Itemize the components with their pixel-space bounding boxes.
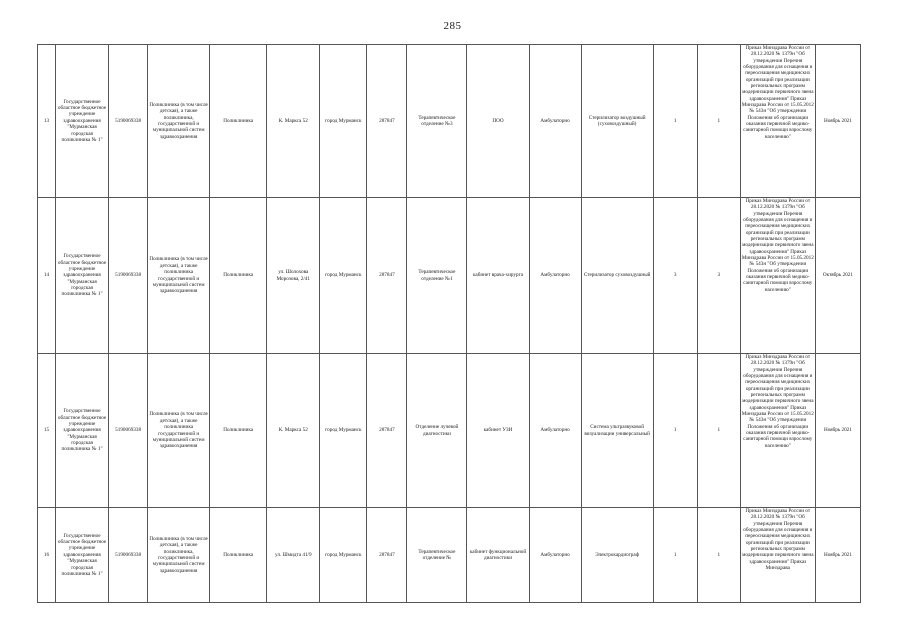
care-type: Амбулаторно [529,198,581,354]
address: К. Маркса 52 [267,354,320,508]
equipment: Электрокардиограф [581,508,653,603]
row-number: 16 [38,508,56,603]
row-number: 14 [38,198,56,354]
page-number: 285 [443,20,462,32]
legal-basis: Приказ Минздрава России от 28.12.2020 № 1379н "Об утверждении Перечня оборудования для оснащения и переоснащения медицинских организаций при реализации региональных программ модернизации первичного звена здравоохранения" Приказ Минздрава России от 15.05.2012 № 543н "Об утверждении Положения об организации оказания первичной медико-санитарной помощи взрослому населению" [740,354,815,508]
quantity-fact: 3 [697,198,740,354]
care-setting: Поликлиника (в том числе детская), а также поликлиника государственной и муниципальной систем здравоохранения [148,354,210,508]
quantity-plan: 1 [653,45,697,198]
room: кабинет врача-хирурга [467,198,529,354]
quantity-plan: 1 [653,508,697,603]
equipment-table [37,44,861,603]
inn: 5190069338 [109,508,148,603]
table-row [38,508,861,603]
unit-type: Поликлиника [210,45,267,198]
delivery-date: Ноябрь 2021 [815,354,860,508]
delivery-date: Ноябрь 2021 [815,508,860,603]
city: город Мурманск [320,198,367,354]
city: город Мурманск [320,354,367,508]
organization-name: Государственное областное бюджетное учреждение здравоохранения "Мурманская городская поликлиника № 1" [56,198,109,354]
table-row [38,198,861,354]
unit-type: Поликлиника [210,354,267,508]
quantity-plan: 3 [653,198,697,354]
care-setting: Поликлиника (в том числе детская), а также поликлиника, государственной и муниципальной систем здравоохранения [148,508,210,603]
inn: 5190069338 [109,45,148,198]
organization-name: Государственное областное бюджетное учреждение здравоохранения "Мурманская городская поликлиника № 1" [56,508,109,603]
code: 287847 [367,198,407,354]
code: 287847 [367,45,407,198]
address: К. Маркса 52 [267,45,320,198]
table-row [38,45,861,198]
code: 287847 [367,354,407,508]
legal-basis: Приказ Минздрава России от 28.12.2020 № 1379н "Об утверждении Перечня оборудования для оснащения и переоснащения медицинских организаций при реализации региональных программ модернизации первичного звена здравоохранения" Приказ Минздрава России от 15.05.2012 № 543н "Об утверждении Положения об организации оказания первичной медико-санитарной помощи взрослому населению" [740,45,815,198]
row-number: 13 [38,45,56,198]
city: город Мурманск [320,508,367,603]
care-type: Амбулаторно [529,45,581,198]
address: ул. Шмидта 41/9 [267,508,320,603]
equipment: Стерилизатор суховоздушный [581,198,653,354]
city: город Мурманск [320,45,367,198]
organization-name: Государственное областное бюджетное учреждение здравоохранения "Мурманская городская поликлиника № 1" [56,45,109,198]
room: кабинет функциональной диагностики [467,508,529,603]
department: Отделение лучевой диагностики [407,354,467,508]
equipment: Система ультразвуковой визуализации универсальный [581,354,653,508]
room: ПОО [467,45,529,198]
quantity-fact: 1 [697,354,740,508]
organization-name: Государственное областное бюджетное учреждение здравоохранения "Мурманская городская поликлиника № 1" [56,354,109,508]
table-row [38,354,861,508]
legal-basis: Приказ Минздрава России от 28.12.2020 № 1379н "Об утверждении Перечня оборудования для оснащения и переоснащения медицинских организаций при реализации региональных программ модернизации первичного звена здравоохранения" Приказ Минздрава России от 15.05.2012 № 543н "Об утверждении Положения об организации оказания первичной медико-санитарной помощи взрослому населению" [740,198,815,354]
unit-type: Поликлиника [210,198,267,354]
quantity-fact: 1 [697,508,740,603]
inn: 5190069338 [109,198,148,354]
unit-type: Поликлиника [210,508,267,603]
equipment: Стерилизатор воздушный (суховоздушный) [581,45,653,198]
room: кабинет УЗИ [467,354,529,508]
quantity-fact: 1 [697,45,740,198]
delivery-date: Октябрь 2021 [815,198,860,354]
care-setting: Поликлиника (в том числе детская), а также поликлиника государственной и муниципальной систем здравоохранения [148,198,210,354]
code: 287847 [367,508,407,603]
row-number: 15 [38,354,56,508]
inn: 5190069338 [109,354,148,508]
department: Терапевтическое отделение №3 [407,45,467,198]
legal-basis: Приказ Минздрава России от 28.12.2020 № 1379н "Об утверждении Перечня оборудования для оснащения и переоснащения медицинских организаций при реализации региональных программ модернизации первичного звена здравоохранения" Приказ Минздрава [740,508,815,603]
care-type: Амбулаторно [529,508,581,603]
delivery-date: Ноябрь 2021 [815,45,860,198]
quantity-plan: 1 [653,354,697,508]
care-setting: Поликлиника (в том числе детская), а также поликлиника, государственной и муниципальной систем здравоохранения [148,45,210,198]
department: Терапевтическое отделение № [407,508,467,603]
department: Терапевтическое отделение №1 [407,198,467,354]
care-type: Амбулаторно [529,354,581,508]
address: ул. Шолохова Морозова, 2/41 [267,198,320,354]
